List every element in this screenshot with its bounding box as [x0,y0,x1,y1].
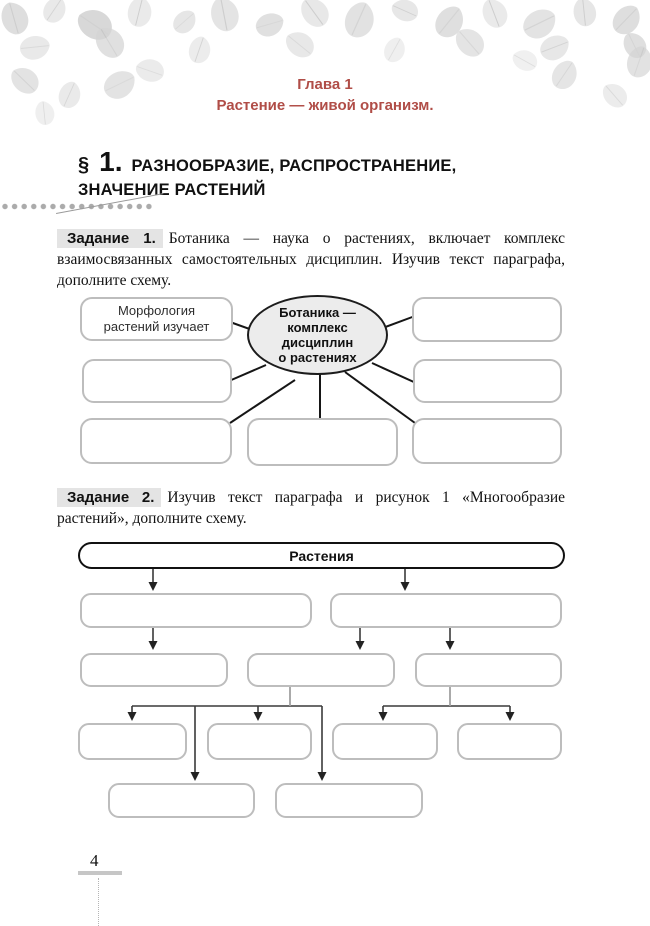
answer-box-morphology [80,297,233,341]
page-number-bar [78,871,122,875]
botany-center-ellipse [247,295,388,375]
task2-label: Задание 2. [57,488,161,507]
answer-box-empty [82,359,232,403]
morphology-line1: Морфология [117,303,196,318]
section-heading [78,146,578,200]
task2-paragraph [57,487,565,529]
task1-paragraph [57,228,565,291]
flowchart-box-empty [108,783,255,818]
task2-diagram [0,540,650,830]
answer-box-empty [80,418,232,464]
flowchart-box-empty [332,723,438,760]
answer-box-empty [413,359,562,403]
chapter-number: Глава 1 [297,76,353,93]
chapter-title: Растение — живой организм. [216,97,434,114]
flowchart-root-box [78,542,565,569]
section-title-part2: ЗНАЧЕНИЕ РАСТЕНИЙ [78,181,266,199]
answer-box-empty [412,418,562,464]
flowchart-box-empty [80,593,312,628]
paragraph-sign: § [78,154,90,176]
flowchart-box-empty [275,783,423,818]
flowchart-root-label: Растения [289,547,354,564]
ellipse-line1: Ботаника — [279,305,356,320]
flowchart-box-empty [247,653,395,687]
morphology-label [82,299,231,339]
ellipse-line4: о растениях [278,350,357,365]
flowchart-box-empty [80,653,228,687]
flowchart-box-empty [207,723,312,760]
morphology-line2: растений изучает [103,319,210,334]
section-number: 1. [99,146,123,177]
ellipse-line3: дисциплин [281,335,354,350]
chapter-heading [0,74,650,116]
task1-label: Задание 1. [57,229,163,248]
task1-text: Ботаника — наука о растениях, включает комплекс взаимосвязанных самостоятельных дисциплин. Изучив текст параграфа, дополните схему. [57,230,566,289]
leaves-banner [0,0,650,130]
ellipse-line2: комплекс [287,320,348,335]
task1-diagram [0,292,650,474]
section-heading-line1 [78,146,578,178]
flowchart-box-empty [457,723,562,760]
flowchart-box-empty [78,723,187,760]
answer-box-empty [412,297,562,342]
page-number-dotted-line [98,878,99,926]
flowchart-box-empty [330,593,562,628]
answer-box-empty [247,418,398,466]
page-number: 4 [90,851,99,870]
section-title-part1: РАЗНООБРАЗИЕ, РАСПРОСТРАНЕНИЕ, [131,157,457,175]
task2-text: Изучив текст параграфа и рисунок 1 «Многообразие растений», дополните схему. [57,489,565,527]
flowchart-box-empty [415,653,562,687]
